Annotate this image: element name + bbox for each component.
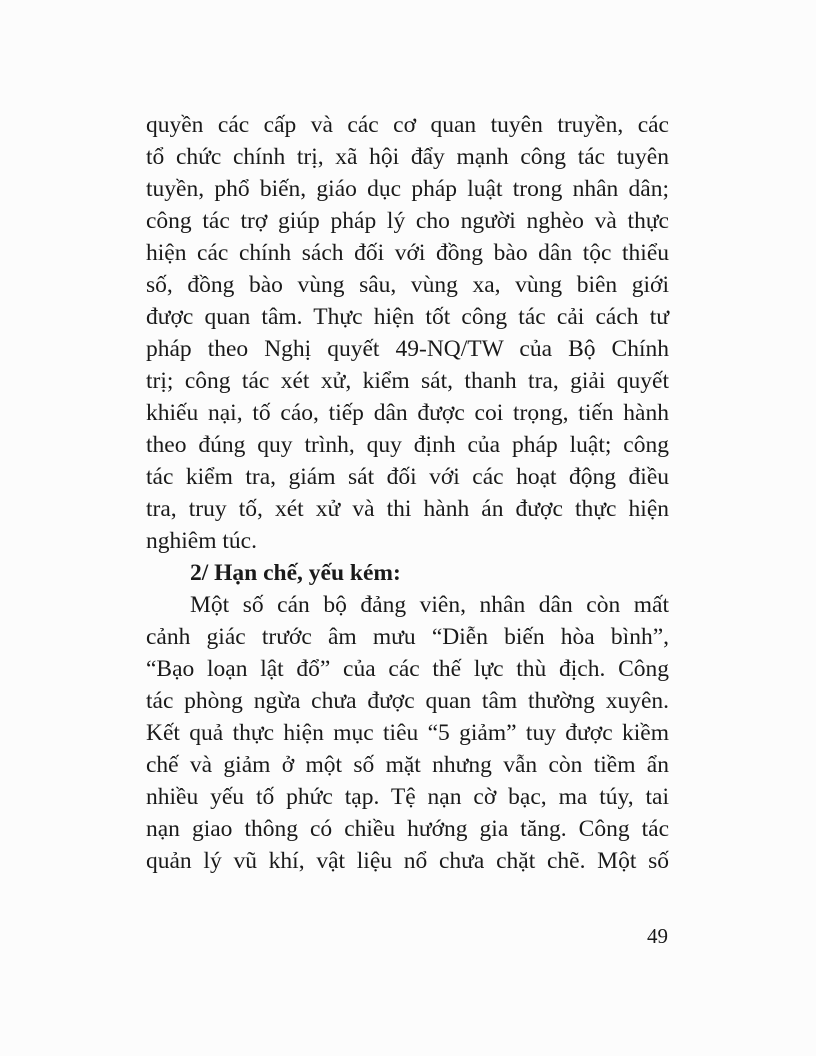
paragraph-limitations <box>146 589 669 877</box>
text-line: tuyền, phổ biến, giáo dục pháp luật trong nhân dân; <box>146 176 669 202</box>
text-line: được quan tâm. Thực hiện tốt công tác cải cách tư <box>146 304 669 330</box>
text-line: tra, truy tố, xét xử và thi hành án được thực hiện <box>146 496 669 522</box>
text-line: quyền các cấp và các cơ quan tuyên truyền, các <box>146 112 669 138</box>
text-line: pháp theo Nghị quyết 49-NQ/TW của Bộ Chính <box>146 336 669 362</box>
section-heading: 2/ Hạn chế, yếu kém: <box>190 560 401 586</box>
text-line: hiện các chính sách đối với đồng bào dân tộc thiểu <box>146 240 669 266</box>
page-number: 49 <box>647 924 668 948</box>
text-line: Một số cán bộ đảng viên, nhân dân còn mất <box>190 592 669 618</box>
text-line: số, đồng bào vùng sâu, vùng xa, vùng biên giới <box>146 272 669 298</box>
text-line: Kết quả thực hiện mục tiêu “5 giảm” tuy được kiềm <box>146 720 669 746</box>
text-line: tổ chức chính trị, xã hội đẩy mạnh công tác tuyên <box>146 144 669 170</box>
text-line: trị; công tác xét xử, kiểm sát, thanh tra, giải quyết <box>146 368 669 394</box>
text-line: chế và giảm ở một số mặt nhưng vẫn còn tiềm ẩn <box>146 752 669 778</box>
text-line: theo đúng quy trình, quy định của pháp luật; công <box>146 432 669 458</box>
text-line: khiếu nại, tố cáo, tiếp dân được coi trọng, tiến hành <box>146 400 669 426</box>
text-line: nghiêm túc. <box>146 528 257 554</box>
page-body <box>146 109 669 877</box>
text-line: “Bạo loạn lật đổ” của các thế lực thù địch. Công <box>146 656 669 682</box>
text-line: quản lý vũ khí, vật liệu nổ chưa chặt chẽ. Một số <box>146 848 669 874</box>
text-line: nạn giao thông có chiều hướng gia tăng. Công tác <box>146 816 669 842</box>
text-line: tác kiểm tra, giám sát đối với các hoạt động điều <box>146 464 669 490</box>
text-line: tác phòng ngừa chưa được quan tâm thường xuyên. <box>146 688 669 714</box>
text-line: nhiều yếu tố phức tạp. Tệ nạn cờ bạc, ma túy, tai <box>146 784 669 810</box>
paragraph-achievements <box>146 109 669 557</box>
text-line: công tác trợ giúp pháp lý cho người nghèo và thực <box>146 208 669 234</box>
text-line: cảnh giác trước âm mưu “Diễn biến hòa bình”, <box>146 624 669 650</box>
